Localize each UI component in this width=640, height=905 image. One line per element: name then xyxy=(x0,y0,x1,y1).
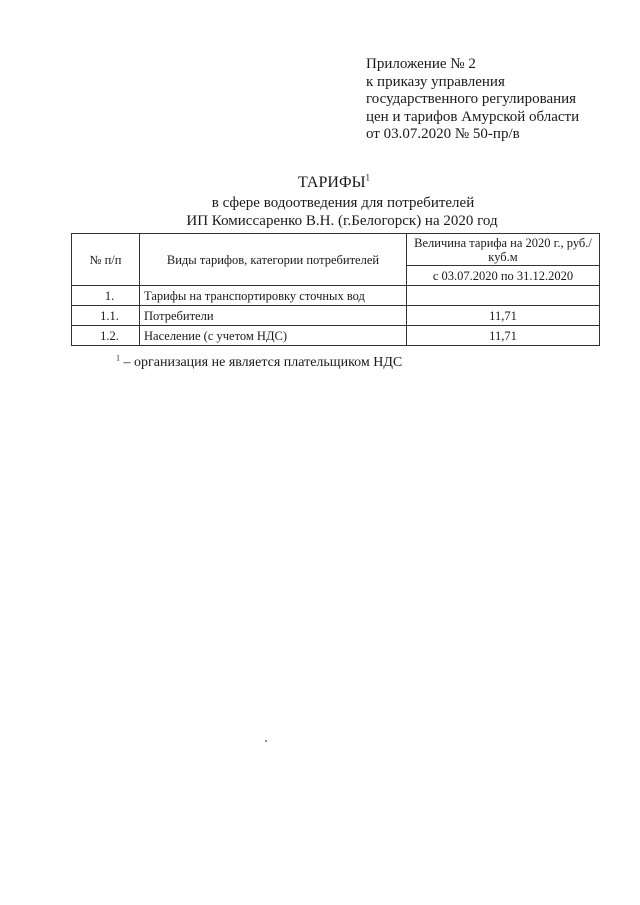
header-value: Величина тарифа на 2020 г., руб./куб.м xyxy=(407,234,600,266)
row-kind: Население (с учетом НДС) xyxy=(140,326,407,346)
tariff-table xyxy=(71,233,600,346)
appendix-line: от 03.07.2020 № 50-пр/в xyxy=(366,126,520,142)
table-row xyxy=(72,306,600,326)
row-kind: Тарифы на транспортировку сточных вод xyxy=(140,286,407,306)
appendix-header xyxy=(366,56,579,144)
row-value xyxy=(407,286,600,306)
row-kind: Потребители xyxy=(140,306,407,326)
row-value: 11,71 xyxy=(407,326,600,346)
row-num: 1. xyxy=(72,286,140,306)
scan-speck xyxy=(265,740,267,742)
row-num: 1.1. xyxy=(72,306,140,326)
appendix-line: Приложение № 2 xyxy=(366,56,476,72)
title-footnote-mark: 1 xyxy=(365,172,371,183)
header-kind: Виды тарифов, категории потребителей xyxy=(140,234,407,286)
document-heading xyxy=(0,174,640,230)
header-period: с 03.07.2020 по 31.12.2020 xyxy=(407,266,600,286)
row-num: 1.2. xyxy=(72,326,140,346)
footnote-text: – организация не является плательщиком НДС xyxy=(123,355,403,370)
table-row xyxy=(72,286,600,306)
footnote xyxy=(116,355,402,371)
row-value: 11,71 xyxy=(407,306,600,326)
footnote-mark: 1 xyxy=(116,353,120,363)
table-header-row xyxy=(72,234,600,266)
header-num: № п/п xyxy=(72,234,140,286)
document-subtitle: ИП Комиссаренко В.Н. (г.Белогорск) на 2020 год xyxy=(186,213,498,229)
appendix-line: к приказу управления xyxy=(366,73,505,90)
table-row xyxy=(72,326,600,346)
title-text: ТАРИФЫ xyxy=(297,174,366,191)
appendix-line: государственного регулирования xyxy=(366,91,577,107)
document-subtitle: в сфере водоотведения для потребителей xyxy=(211,195,475,211)
document-title xyxy=(0,174,640,192)
appendix-line: цен и тарифов Амурской области xyxy=(366,108,580,125)
